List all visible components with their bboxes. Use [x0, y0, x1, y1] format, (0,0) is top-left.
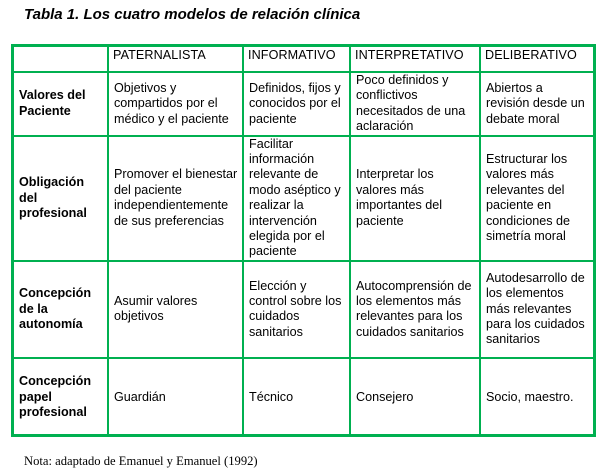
- table-caption: Tabla 1. Los cuatro modelos de relación clínica: [24, 6, 361, 23]
- table-cell: Estructurar los valores más relevantes del paciente en condiciones de simetría moral: [480, 136, 593, 261]
- header-cell-informativo: INFORMATIVO: [243, 47, 350, 72]
- table-cell: Técnico: [243, 358, 350, 436]
- header-cell-paternalista: PATERNALISTA: [108, 47, 243, 72]
- table-cell: Abiertos a revisión desde un debate moral: [480, 72, 593, 136]
- table-cell: Facilitar información relevante de modo aséptico y realizar la intervención elegida por el paciente: [243, 136, 350, 261]
- table-cell: Autocomprensión de los elementos más relevantes para los cuidados sanitarios: [350, 261, 480, 358]
- models-table: [14, 47, 593, 436]
- table-row: [14, 261, 593, 358]
- table-frame: [11, 44, 596, 437]
- table-cell: Autodesarrollo de los elementos más relevantes para los cuidados sanitarios: [480, 261, 593, 358]
- table-cell: Elección y control sobre los cuidados sanitarios: [243, 261, 350, 358]
- row-label-obligacion: Obligación del profesional: [14, 136, 108, 261]
- row-label-valores: Valores del Paciente: [14, 72, 108, 136]
- table-cell: Consejero: [350, 358, 480, 436]
- row-label-papel: Concepción papel profesional: [14, 358, 108, 436]
- table-header-row: [14, 47, 593, 72]
- header-cell-deliberativo: DELIBERATIVO: [480, 47, 593, 72]
- table-cell: Objetivos y compartidos por el médico y el paciente: [108, 72, 243, 136]
- table-row: [14, 72, 593, 136]
- table-cell: Promover el bienestar del paciente independientemente de sus preferencias: [108, 136, 243, 261]
- source-note: Nota: adaptado de Emanuel y Emanuel (1992): [24, 454, 258, 468]
- table-row: [14, 136, 593, 261]
- table-cell: Interpretar los valores más importantes del paciente: [350, 136, 480, 261]
- table-row: [14, 358, 593, 436]
- table-cell: Socio, maestro.: [480, 358, 593, 436]
- table-cell: Guardián: [108, 358, 243, 436]
- row-label-autonomia: Concepción de la autonomía: [14, 261, 108, 358]
- table-cell: Asumir valores objetivos: [108, 261, 243, 358]
- table-cell: Definidos, fijos y conocidos por el paciente: [243, 72, 350, 136]
- table-cell: Poco definidos y conflictivos necesitados de una aclaración: [350, 72, 480, 136]
- header-cell-empty: [14, 47, 108, 72]
- header-cell-interpretativo: INTERPRETATIVO: [350, 47, 480, 72]
